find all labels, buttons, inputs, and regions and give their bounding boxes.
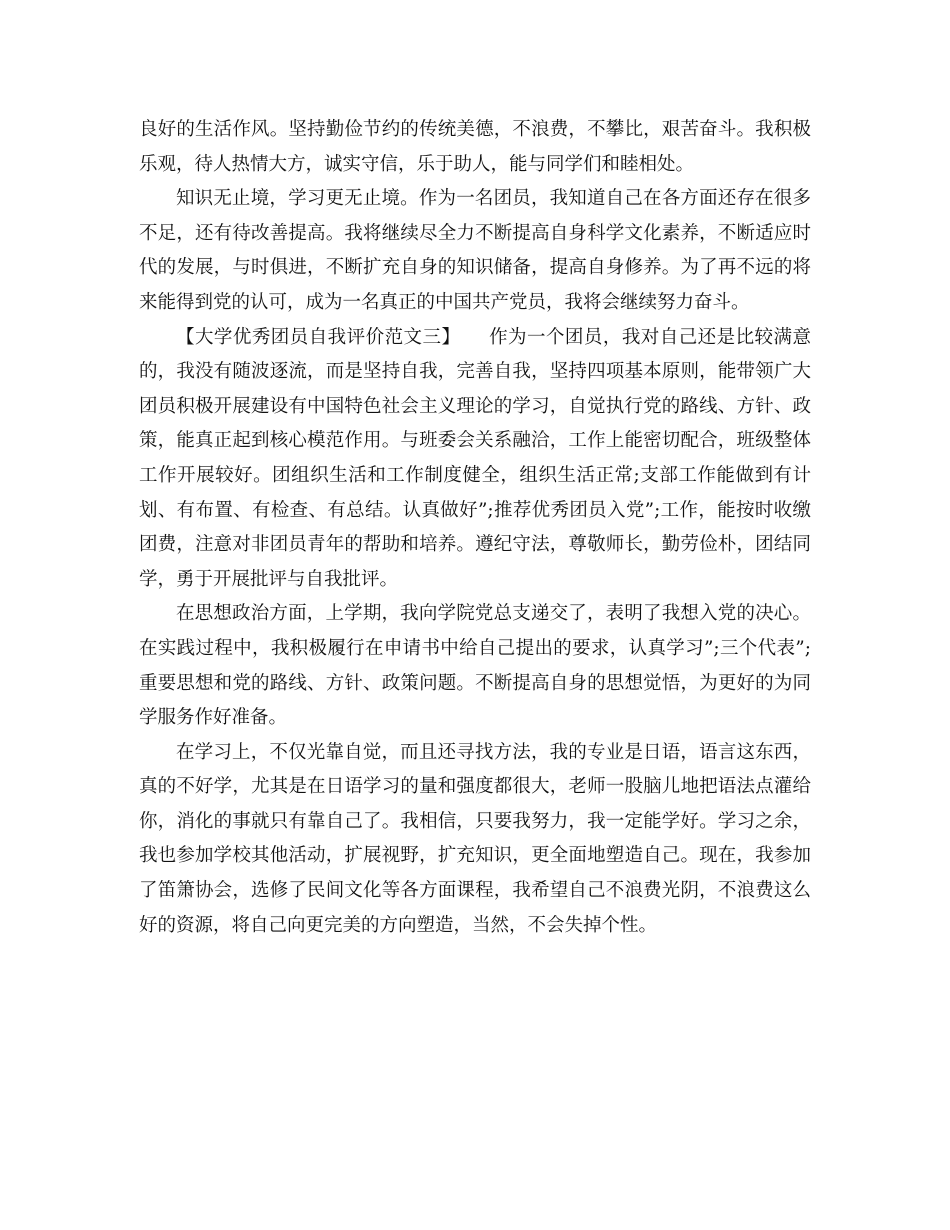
section-heading: 【大学优秀团员自我评价范文三】 xyxy=(176,326,452,348)
paragraph-3-text: 作为一个团员，我对自己还是比较满意的，我没有随波逐流，而是坚持自我，完善自我，坚持四项基本原则，能带领广大团员积极开展建设有中国特色社会主义理论的学习，自觉执行党的路线、方针、政策，能真正起到核心模范作用。与班委会关系融洽，工作上能密切配合，班级整体工作开展较好。团组织生活和工作制度健全，组织生活正常;支部工作能做到有计划、有布置、有检查、有总结。认真做好”;推荐优秀团员入党”;工作，能按时收缴团费，注意对非团员青年的帮助和培养。遵纪守法，尊敬师长，勤劳俭朴，团结同学，勇于开展批评与自我批评。 xyxy=(139,326,811,590)
paragraph-4: 在思想政治方面，上学期，我向学院党总支递交了，表明了我想入党的决心。在实践过程中，我积极履行在申请书中给自己提出的要求，认真学习”;三个代表”;重要思想和党的路线、方针、政策问题。不断提高自身的思想觉悟，为更好的为同学服务作好准备。 xyxy=(139,603,811,729)
paragraph-1: 良好的生活作风。坚持勤俭节约的传统美德，不浪费，不攀比，艰苦奋斗。我积极乐观，待人热情大方，诚实守信，乐于助人，能与同学们和睦相处。 xyxy=(139,119,811,175)
heading-gap xyxy=(451,327,489,348)
paragraph-2: 知识无止境，学习更无止境。作为一名团员，我知道自己在各方面还存在很多不足，还有待改善提高。我将继续尽全力不断提高自身科学文化素养，不断适应时代的发展，与时俱进，不断扩充自身的知识储备，提高自身修养。为了再不远的将来能得到党的认可，成为一名真正的中国共产党员，我将会继续努力奋斗。 xyxy=(139,188,811,313)
document-body xyxy=(139,113,811,943)
paragraph-3 xyxy=(139,321,811,598)
paragraph-5: 在学习上，不仅光靠自觉，而且还寻找方法，我的专业是日语，语言这东西，真的不好学，尤其是在日语学习的量和强度都很大，老师一股脑儿地把语法点灌给你，消化的事就只有靠自己了。我相信，只要我努力，我一定能学好。学习之余，我也参加学校其他活动，扩展视野，扩充知识，更全面地塑造自己。现在，我参加了笛箫协会，选修了民间文化等各方面课程，我希望自己不浪费光阴，不浪费这么好的资源，将自己向更完美的方向塑造，当然，不会失掉个性。 xyxy=(139,741,811,936)
